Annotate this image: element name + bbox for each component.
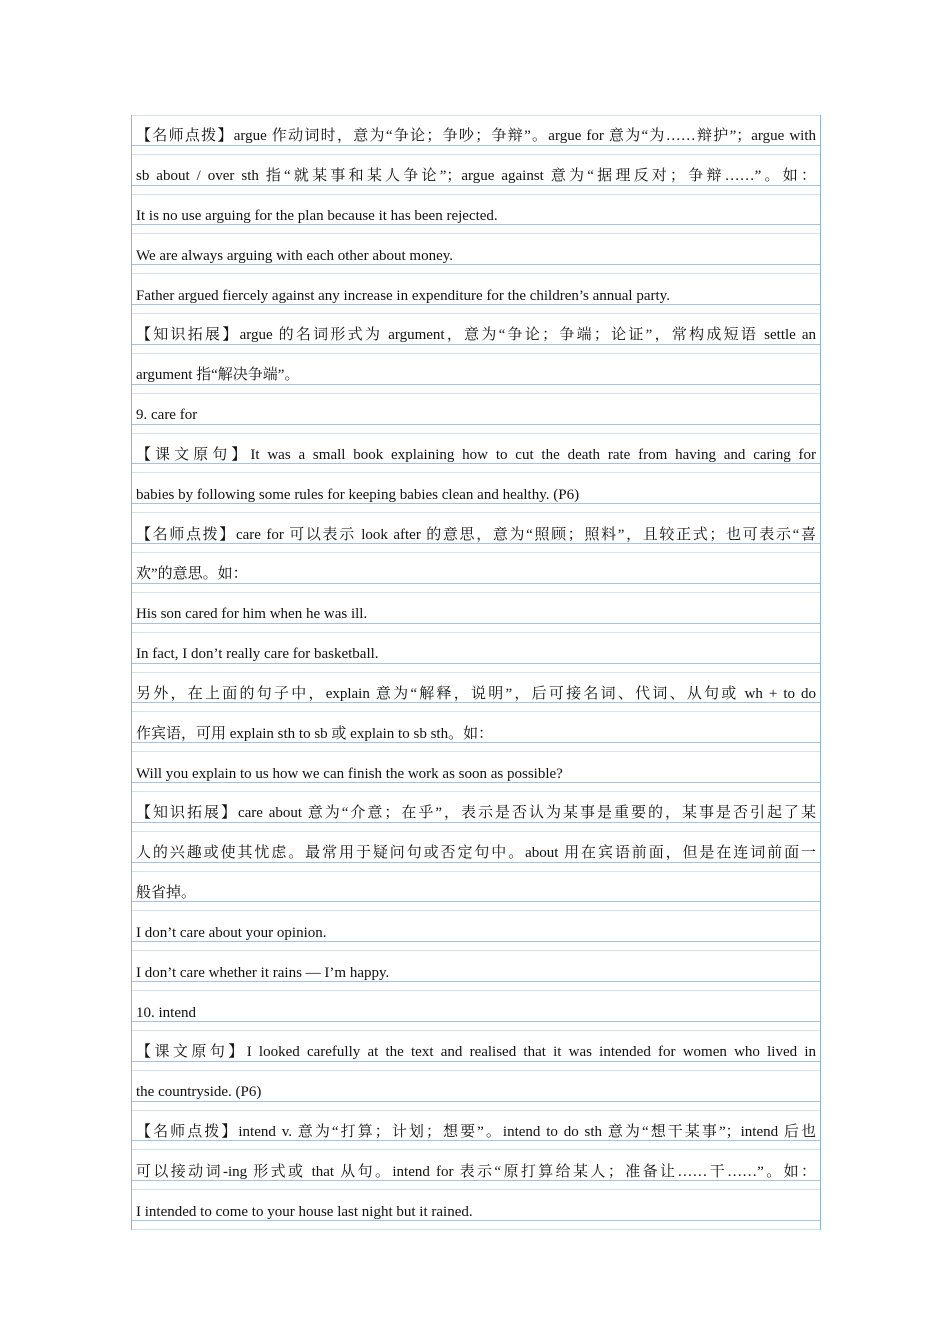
rule-line [132,273,820,274]
rule-line [132,941,820,942]
rule-line [132,981,820,982]
text-line-3: It is no use arguing for the plan because it has been rejected. [136,208,498,224]
rule-line [132,194,820,195]
text-line-4: We are always arguing with each other about money. [136,248,454,264]
text-line-21: I don’t care about your opinion. [136,925,327,941]
text-line-20: 般省掉。 [136,885,197,901]
rule-line [132,1220,820,1221]
rule-line [132,313,820,314]
text-line-15: 另外，在上面的句子中，explain 意为“解释，说明”，后可接名词、代词、从句或 wh + to do [136,686,816,702]
rule-line [132,1180,820,1181]
rule-line [132,990,820,991]
text-line-5: Father argued fiercely against any increase in expenditure for the children’s annual party. [136,288,670,304]
rule-line [132,1070,820,1071]
rule-line [132,1061,820,1062]
text-line-26: 【名师点拨】intend v. 意为“打算；计划；想要”。intend to do sth 意为“想干某事”；intend 后也 [136,1124,816,1140]
rule-line [132,950,820,951]
rule-line [132,185,820,186]
rule-line [132,901,820,902]
rule-line [132,304,820,305]
text-line-22: I don’t care whether it rains — I’m happy. [136,965,390,981]
rule-line [132,1110,820,1111]
rule-line [132,702,820,703]
rule-line [132,791,820,792]
rule-line [132,623,820,624]
rule-line [132,344,820,345]
rule-line [132,463,820,464]
text-line-12: 欢”的意思。如： [136,566,248,582]
rule-line [132,862,820,863]
text-line-24: 【课文原句】I looked carefully at the text and realised that it was intended for women who lived in [136,1044,816,1060]
text-line-17: Will you explain to us how we can finish the work as soon as possible? [136,766,563,782]
rule-line [132,1101,820,1102]
rule-line [132,751,820,752]
rule-line [132,543,820,544]
text-line-6: 【知识拓展】argue 的名词形式为 argument，意为“争论；争端；论证”，常构成短语 settle an [136,327,816,343]
rule-line [132,632,820,633]
rule-line [132,552,820,553]
rule-line [132,433,820,434]
text-line-13: His son cared for him when he was ill. [136,606,368,622]
rule-line [132,424,820,425]
text-line-16: 作宾语，可用 explain sth to sb 或 explain to sb sth。如： [136,726,494,742]
rule-line [132,472,820,473]
text-line-14: In fact, I don’t really care for basketball. [136,646,379,662]
rule-line [132,711,820,712]
rule-line [132,910,820,911]
text-line-19: 人的兴趣或使其忧虑。最常用于疑问句或否定句中。about 用在宾语前面，但是在连词前面一 [136,845,816,861]
text-line-9: 【课文原句】It was a small book explaining how to cut the death rate from having and caring for [136,447,816,463]
rule-line [132,1189,820,1190]
rule-line [132,822,820,823]
rule-line [132,233,820,234]
rule-line [132,264,820,265]
section-heading-intend: 10. intend [136,1005,196,1021]
rule-line [132,154,820,155]
text-line-27: 可以接动词-ing 形式或 that 从句。intend for 表示“原打算给某人；准备让……干……”。如： [136,1164,816,1180]
rule-line [132,1140,820,1141]
rule-line [132,831,820,832]
rule-line [132,1021,820,1022]
rule-line [132,592,820,593]
text-line-18: 【知识拓展】care about 意为“介意；在乎”，表示是否认为某事是重要的，某事是否引起了某 [136,805,816,821]
rule-line [132,145,820,146]
rule-line [132,503,820,504]
rule-line [132,393,820,394]
rule-line [132,353,820,354]
rule-line [132,782,820,783]
text-line-7: argument 指“解决争端”。 [136,367,300,383]
text-line-25: the countryside. (P6) [136,1084,262,1100]
document-page [131,115,821,1230]
rule-line [132,742,820,743]
rule-line [132,1229,820,1230]
rule-line [132,871,820,872]
rule-line [132,512,820,513]
text-line-11: 【名师点拨】care for 可以表示 look after 的意思，意为“照顾；照料”，且较正式；也可表示“喜 [136,527,816,543]
rule-line [132,115,820,116]
rule-line [132,224,820,225]
rule-line [132,672,820,673]
rule-line [132,384,820,385]
rule-line [132,663,820,664]
rule-line [132,1030,820,1031]
text-line-10: babies by following some rules for keeping babies clean and healthy. (P6) [136,487,580,503]
rule-line [132,583,820,584]
text-line-2: sb about / over sth 指“就某事和某人争论”；argue against 意为“据理反对；争辩……”。如： [136,168,816,184]
text-line-28: I intended to come to your house last night but it rained. [136,1204,473,1220]
text-line-1: 【名师点拨】argue 作动词时，意为“争论；争吵；争辩”。argue for 意为“为……辩护”；argue with [136,128,816,144]
section-heading-care-for: 9. care for [136,407,198,423]
rule-line [132,1149,820,1150]
